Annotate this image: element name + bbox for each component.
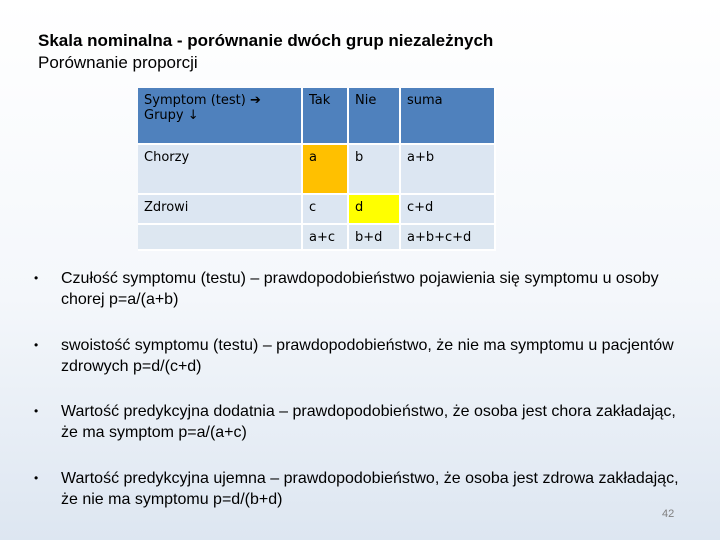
table-row <box>138 224 495 250</box>
contingency-table <box>138 88 496 251</box>
list-item <box>34 268 694 310</box>
row-label-zdrowi: Zdrowi <box>138 194 302 224</box>
list-item <box>34 468 694 510</box>
cell-d: d <box>348 194 400 224</box>
cell-c: c <box>302 194 348 224</box>
bullet-icon: • <box>34 338 39 352</box>
bullet-icon: • <box>34 271 39 285</box>
bullet-text-specificity: swoistość symptomu (testu) – prawdopodobieństwo, że nie ma symptomu u pacjentów zdrowych p=d/(c+d) <box>61 337 674 375</box>
cell-b-plus-d: b+d <box>348 224 400 250</box>
list-item <box>34 401 694 443</box>
header-cell-suma: suma <box>400 88 495 144</box>
arrow-right-icon: ➔ <box>249 93 261 108</box>
header-corner-cell <box>138 88 302 144</box>
slide-title: Skala nominalna - porównanie dwóch grup niezależnych <box>38 31 494 50</box>
table-row <box>138 144 495 194</box>
cell-a: a <box>302 144 348 194</box>
arrow-down-icon: ↓ <box>187 108 199 123</box>
header-groups-label: Grupy <box>144 108 184 123</box>
row-label-chorzy: Chorzy <box>138 144 302 194</box>
slide-subtitle: Porównanie proporcji <box>38 53 198 72</box>
definitions-list <box>34 268 694 510</box>
table-row <box>138 194 495 224</box>
row-label-total <box>138 224 302 250</box>
bullet-text-npv: Wartość predykcyjna ujemna – prawdopodobieństwo, że osoba jest zdrowa zakładając, że nie ma symptomu p=d/(b+d) <box>61 470 679 508</box>
cell-a-plus-b: a+b <box>400 144 495 194</box>
bullet-text-sensitivity: Czułość symptomu (testu) – prawdopodobieństwo pojawienia się symptomu u osoby chorej p=a/(a+b) <box>61 270 659 308</box>
header-symptom-label: Symptom (test) <box>144 93 246 108</box>
list-item <box>34 335 694 377</box>
cell-a-plus-c: a+c <box>302 224 348 250</box>
page-number: 42 <box>662 508 675 520</box>
bullet-icon: • <box>34 404 39 418</box>
cell-c-plus-d: c+d <box>400 194 495 224</box>
bullet-icon: • <box>34 471 39 485</box>
bullet-text-ppv: Wartość predykcyjna dodatnia – prawdopodobieństwo, że osoba jest chora zakładając, że ma symptom p=a/(a+c) <box>61 403 676 441</box>
table-header-row <box>138 88 495 144</box>
cell-total: a+b+c+d <box>400 224 495 250</box>
header-cell-tak: Tak <box>302 88 348 144</box>
header-cell-nie: Nie <box>348 88 400 144</box>
cell-b: b <box>348 144 400 194</box>
